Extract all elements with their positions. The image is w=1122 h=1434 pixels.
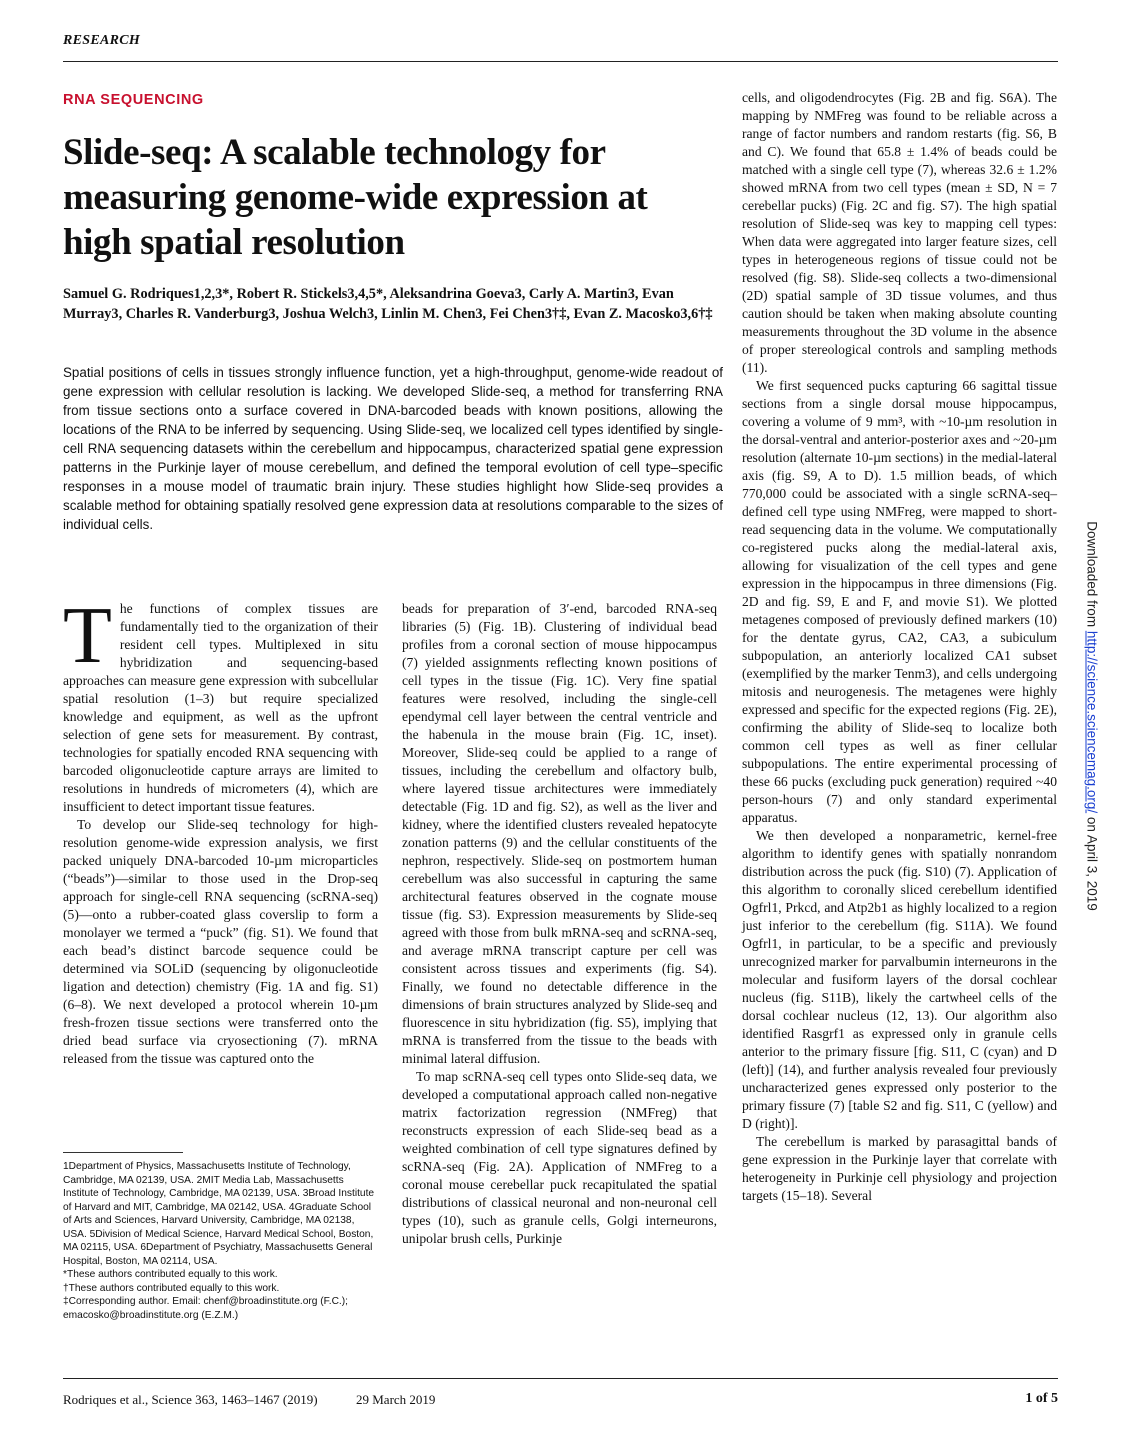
body-paragraph: To develop our Slide-seq technology for high-resolution genome-wide expression analysis, we first packed uniquely DNA-barcoded 10-µm microparticles (“beads”)—similar to those used in the Drop-seq approach for single-cell RNA sequencing (scRNA-seq) (5)—onto a rubber-coated glass coverslip to form a monolayer we termed a “puck” (fig. S1). We found that each bead’s distinct barcode sequence could be determined via SOLiD (sequencing by oligonucleotide ligation and detection) chemistry (Fig. 1A and fig. S1) (6–8). We next developed a protocol wherein 10-µm fresh-frozen tissue sections were transferred onto the dried bead surface via cryosectioning (7). mRNA released from the tissue was captured onto the	[63, 817, 378, 1066]
footer-rule	[63, 1378, 1058, 1379]
side-note-suffix: on April 3, 2019	[1084, 813, 1100, 911]
equal-contribution-note: *These authors contributed equally to this work.	[63, 1269, 278, 1280]
body-paragraph: beads for preparation of 3′-end, barcoded RNA-seq libraries (5) (Fig. 1B). Clustering of individual bead profiles from a coronal section of mouse hippocampus (7) yielded assignments reflecting known positions of cell types in the tissue (Fig. 1C). Very fine spatial features were resolved, including the single-cell ependymal cell layer between the central ventricle and the habenula in the mouse brain (Fig. 1C, inset). Moreover, Slide-seq could be applied to a range of tissues, including the cerebellum and olfactory bulb, where layered tissue architectures were immediately detectable (Fig. 1D and fig. S2), as well as the liver and kidney, where the identified clusters revealed hepatocyte zonation patterns (9) and the cellular constituents of the nephron, respectively. Slide-seq on postmortem human cerebellum was also successful in capturing the same architectural features observed in the cognate mouse tissue (fig. S3). Expression measurements by Slide-seq agreed with those from bulk mRNA-seq and scRNA-seq, and average mRNA transcript capture per cell was consistent across tissues and experiments (fig. S4). Finally, we found no detectable difference in the dimensions of brain structures analyzed by Slide-seq and fluorescence in situ hybridization (fig. S5), implying that mRNA is transferred from the tissue to the beads with minimal lateral diffusion.	[402, 601, 717, 1066]
article-title: Slide-seq: A scalable technology for measuring genome-wide expression at high spatial resolution	[63, 132, 648, 263]
footer-citation: Rodriques et al., Science 363, 1463–1467 (2019)	[63, 1392, 318, 1407]
header-rule	[63, 61, 1058, 62]
body-paragraph: The cerebellum is marked by parasagittal bands of gene expression in the Purkinje layer that correlate with heterogeneity in Purkinje cell physiology and projection targets (15–18). Several	[742, 1134, 1057, 1203]
drop-cap: T	[63, 592, 112, 680]
body-column-2	[402, 600, 717, 1248]
corresponding-author-note: ‡Corresponding author. Email: chenf@broadinstitute.org (F.C.); emacosko@broadinstitute.org (E.Z.M.)	[63, 1296, 348, 1321]
sciencemag-link[interactable]: http://science.sciencemag.org/	[1084, 630, 1100, 814]
abstract: Spatial positions of cells in tissues strongly influence function, yet a high-throughput, genome-wide readout of gene expression with cellular resolution is lacking. We developed Slide-seq, a method for transferring RNA from tissue sections onto a surface covered in DNA-barcoded beads with known positions, allowing the locations of the RNA to be inferred by sequencing. Using Slide-seq, we localized cell types identified by single-cell RNA sequencing datasets within the cerebellum and hippocampus, characterized spatial gene expression patterns in the Purkinje layer of mouse cerebellum, and defined the temporal evolution of cell type–specific responses in a mouse model of traumatic brain injury. These studies highlight how Slide-seq provides a scalable method for obtaining spatially resolved gene expression data at resolutions comparable to the sizes of individual cells.	[63, 365, 723, 532]
intro-paragraph	[63, 592, 378, 816]
body-column-3	[742, 89, 1057, 1205]
footnotes	[63, 1160, 378, 1322]
body-column-1	[63, 592, 378, 1068]
paragraph-text: he functions of complex tissues are fundamentally tied to the organization of their resident cell types. Multiplexed in situ hybridization and sequencing-based approaches can measure gene expression with subcellular spatial resolution (1–3) but require specialized knowledge and equipment, as well as the upfront selection of gene sets for measurement. By contrast, technologies for spatially encoded RNA sequencing with barcoded oligonucleotide capture arrays are limited to resolutions in hundreds of micrometers (4), which are insufficient to detect important tissue features.	[63, 601, 378, 814]
section-label: RNA SEQUENCING	[63, 92, 204, 108]
download-side-note	[1085, 521, 1100, 910]
running-head: RESEARCH	[63, 33, 141, 48]
side-note-prefix: Downloaded from	[1084, 521, 1100, 631]
page-number: 1 of 5	[1025, 1391, 1058, 1406]
body-paragraph: cells, and oligodendrocytes (Fig. 2B and fig. S6A). The mapping by NMFreg was found to be reliable across a range of factor numbers and random restarts (fig. S6, B and C). We found that 65.8 ± 1.4% of beads could be matched with a single cell type (7), whereas 32.6 ± 1.2% showed mRNA from two cell types (mean ± SD, N = 7 cerebellar pucks) (Fig. 2C and fig. S7). The high spatial resolution of Slide-seq was key to mapping cell types: When data were aggregated into larger feature sizes, cell types in heterogeneous regions of tissue could not be resolved (fig. S8). Slide-seq collects a two-dimensional (2D) spatial sample of 3D tissue volumes, and thus caution should be taken when making absolute counting measurements throughout the 3D volume in the absence of proper stereological controls and sampling methods (11).	[742, 90, 1057, 375]
author-list: Samuel G. Rodriques1,2,3*, Robert R. Stickels3,4,5*, Aleksandrina Goeva3, Carly A. Martin3, Evan Murray3, Charles R. Vanderburg3, Joshua Welch3, Linlin M. Chen3, Fei Chen3†‡, Evan Z. Macosko3,6†‡	[63, 286, 713, 322]
footer-date: 29 March 2019	[356, 1392, 436, 1407]
body-paragraph: To map scRNA-seq cell types onto Slide-seq data, we developed a computational approach called non-negative matrix factorization regression (NMFreg) that reconstructs expression of each Slide-seq bead as a weighted combination of cell type signatures defined by scRNA-seq (Fig. 2A). Application of NMFreg to a coronal mouse cerebellar puck recapitulated the spatial distributions of classical neuronal and non-neuronal cell types (10), such as granule cells, Golgi interneurons, unipolar brush cells, Purkinje	[402, 1069, 717, 1246]
equal-contribution-note: †These authors contributed equally to this work.	[63, 1282, 280, 1294]
body-paragraph: We first sequenced pucks capturing 66 sagittal tissue sections from a single dorsal mouse hippocampus, covering a volume of 9 mm³, with ~10-µm resolution in the dorsal-ventral and anterior-posterior axes and ~20-µm resolution (alternate 10-µm sections) in the medial-lateral axis (fig. S9, A to D). 1.5 million beads, of which 770,000 could be associated with a single scRNA-seq–defined cell type using NMFreg, were mapped to short-read sequencing data in the volume. We computationally co-registered pucks along the medial-lateral axis, allowing for visualization of the cell types and gene expression in the hippocampus in three dimensions (Fig. 2D and fig. S9, E and F, and movie S1). We plotted metagenes composed of previously defined markers (10) for the dentate gyrus, CA2, CA3, a subiculum subpopulation, an anteriorly localized CA1 subset (exemplified by the marker Tenm3), and cells undergoing mitosis and neurogenesis. The metagenes were highly expressed and specific for the expected regions (Fig. 2E), confirming the ability of Slide-seq to localize both common cell types as well as finer cellular subpopulations. The entire experimental processing of these 66 pucks (excluding puck generation) required ~40 person-hours (7) and only standard experimental apparatus.	[742, 378, 1057, 825]
footnote-rule	[63, 1152, 183, 1153]
body-paragraph: We then developed a nonparametric, kernel-free algorithm to identify genes with spatially nonrandom distribution across the puck (fig. S10) (7). Application of this algorithm to coronally sliced cerebellum identified Ogfrl1, Prkcd, and Atp2b1 as highly localized to a region just inferior to the cerebellum (fig. S11A). We found Ogfrl1, in particular, to be a specific and previously unrecognized marker for parvalbumin interneurons in the molecular and fusiform layers of the dorsal cochlear nucleus (fig. S11B), likely the cartwheel cells of the dorsal cochlear nucleus (12, 13). Our algorithm also identified Rasgrf1 as expressed only in granule cells anterior to the primary fissure [fig. S11, C (cyan) and D (left)] (14), and further analysis revealed four previously uncharacterized genes expressed only posterior to the primary fissure (7) [table S2 and fig. S11, C (yellow) and D (right)].	[742, 828, 1057, 1131]
affiliations-footnote: 1Department of Physics, Massachusetts Institute of Technology, Cambridge, MA 02139, USA. 2MIT Media Lab, Massachusetts Institute of Technology, Cambridge, MA 02139, USA. 3Broad Institute of Harvard and MIT, Cambridge, MA 02142, USA. 4Graduate School of Arts and Sciences, Harvard University, Cambridge, MA 02138, USA. 5Division of Medical Science, Harvard Medical School, Boston, MA 02115, USA. 6Department of Psychiatry, Massachusetts General Hospital, Boston, MA 02114, USA.	[63, 1161, 375, 1267]
